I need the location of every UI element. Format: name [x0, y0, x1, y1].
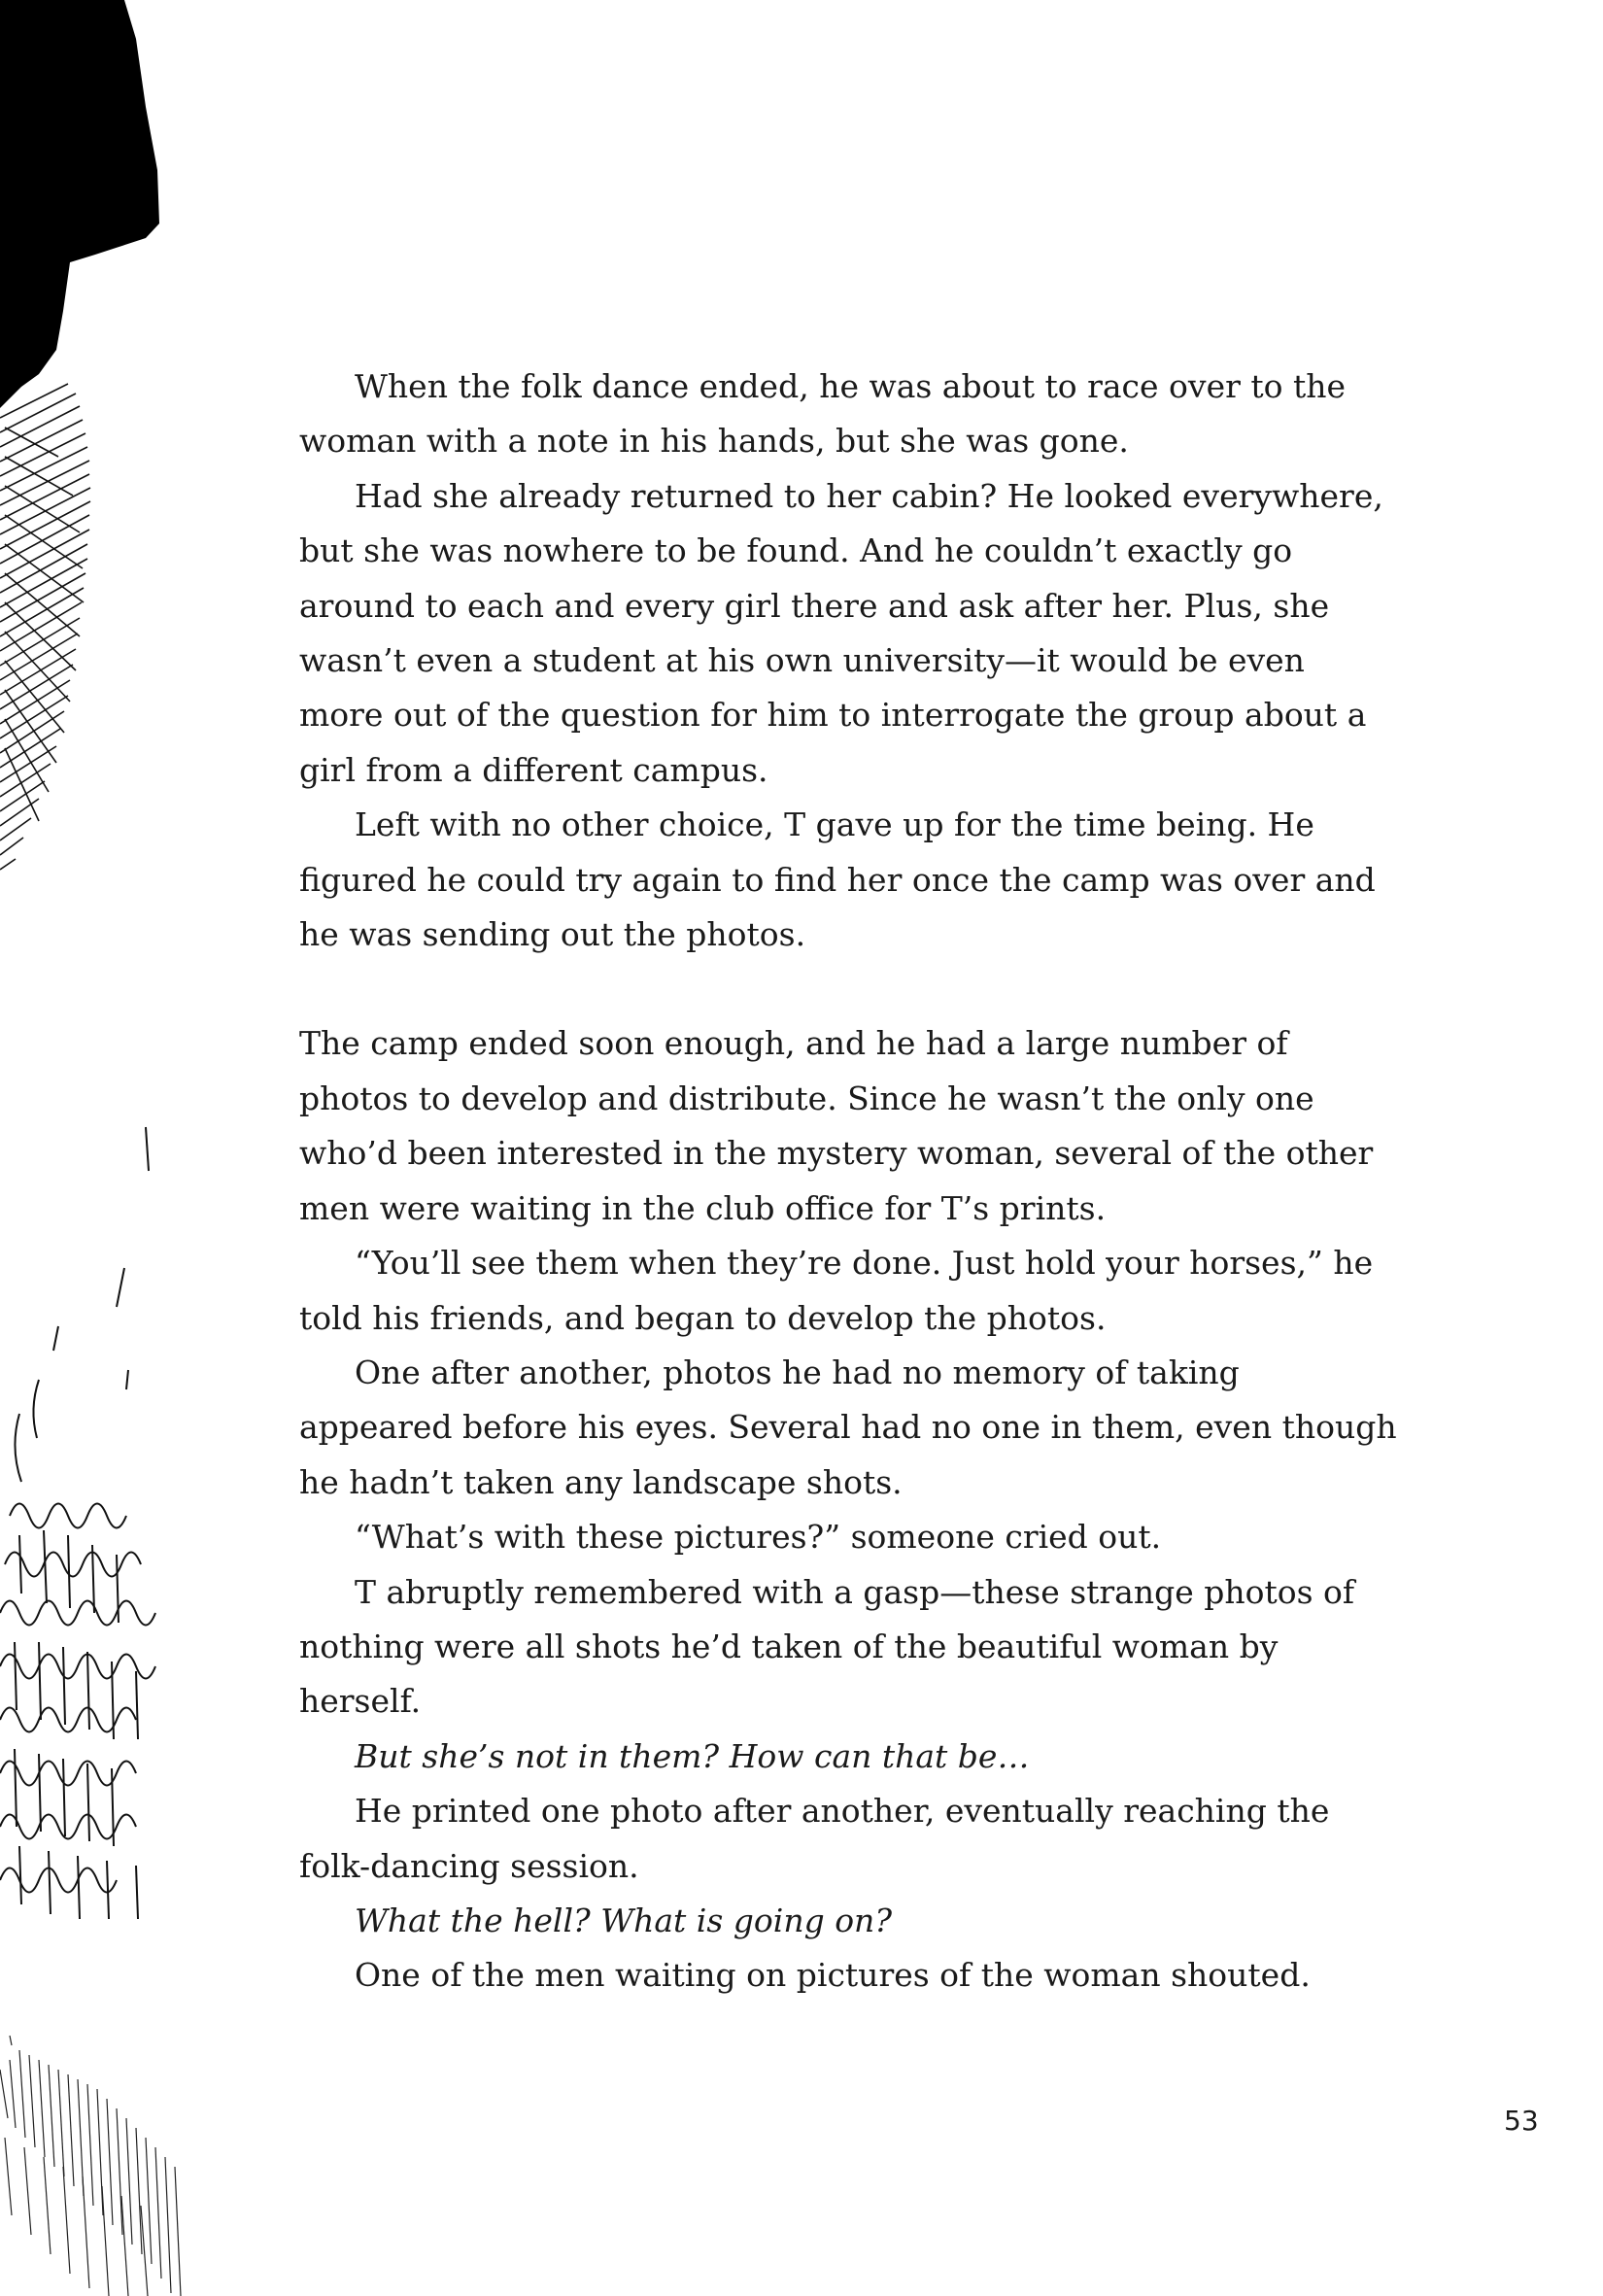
sparse-strokes — [15, 1127, 149, 1482]
body-text — [299, 360, 1397, 2004]
curly-hair — [0, 1504, 155, 1920]
paragraph: “You’ll see them when they’re done. Just hold your horses,” he told his friends, and began to develop the photos. — [299, 1244, 1374, 1337]
italic-thought: What the hell? What is going on? — [355, 1901, 893, 1939]
paragraph: The camp ended soon enough, and he had a large number of photos to develop and distribute. Since he wasn’t the only one who’d been interested in the mystery woman, several of the other men were waiting in the club office for T’s prints. — [299, 1024, 1374, 1227]
fine-hair-lines — [0, 2036, 181, 2296]
paragraph: Had she already returned to her cabin? He looked everywhere, but she was nowhere to be found. And he couldn’t exactly go around to each and every girl there and ask after her. Plus, she wasn’t even a student at his own university—it would be even more out of the question for him to interrogate the group about a girl from a different campus. — [299, 476, 1383, 789]
paragraph: Left with no other choice, T gave up for the time being. He figured he could try again to find her once the camp was over and he was sending out the photos. — [299, 805, 1376, 954]
paragraph: T abruptly remembered with a gasp—these strange photos of nothing were all shots he’d taken of the beautiful woman by herself. — [299, 1572, 1355, 1721]
ink-illustration — [0, 0, 233, 2296]
hatching-hair — [0, 384, 90, 870]
page-number: 53 — [1504, 2105, 1539, 2137]
section-break — [299, 962, 1397, 1016]
paragraph: One after another, photos he had no memory of taking appeared before his eyes. Several had no one in them, even though he hadn’t taken any landscape shots. — [299, 1353, 1397, 1501]
paragraph: “What’s with these pictures?” someone cried out. — [355, 1518, 1162, 1557]
paragraph: He printed one photo after another, eventually reaching the folk-dancing session. — [299, 1792, 1330, 1885]
paragraph: When the folk dance ended, he was about to race over to the woman with a note in his hands, but she was gone. — [299, 367, 1347, 461]
ink-silhouette — [0, 0, 159, 408]
paragraph: One of the men waiting on pictures of the woman shouted. — [355, 1956, 1311, 1995]
italic-thought: But she’s not in them? How can that be… — [355, 1736, 1030, 1775]
